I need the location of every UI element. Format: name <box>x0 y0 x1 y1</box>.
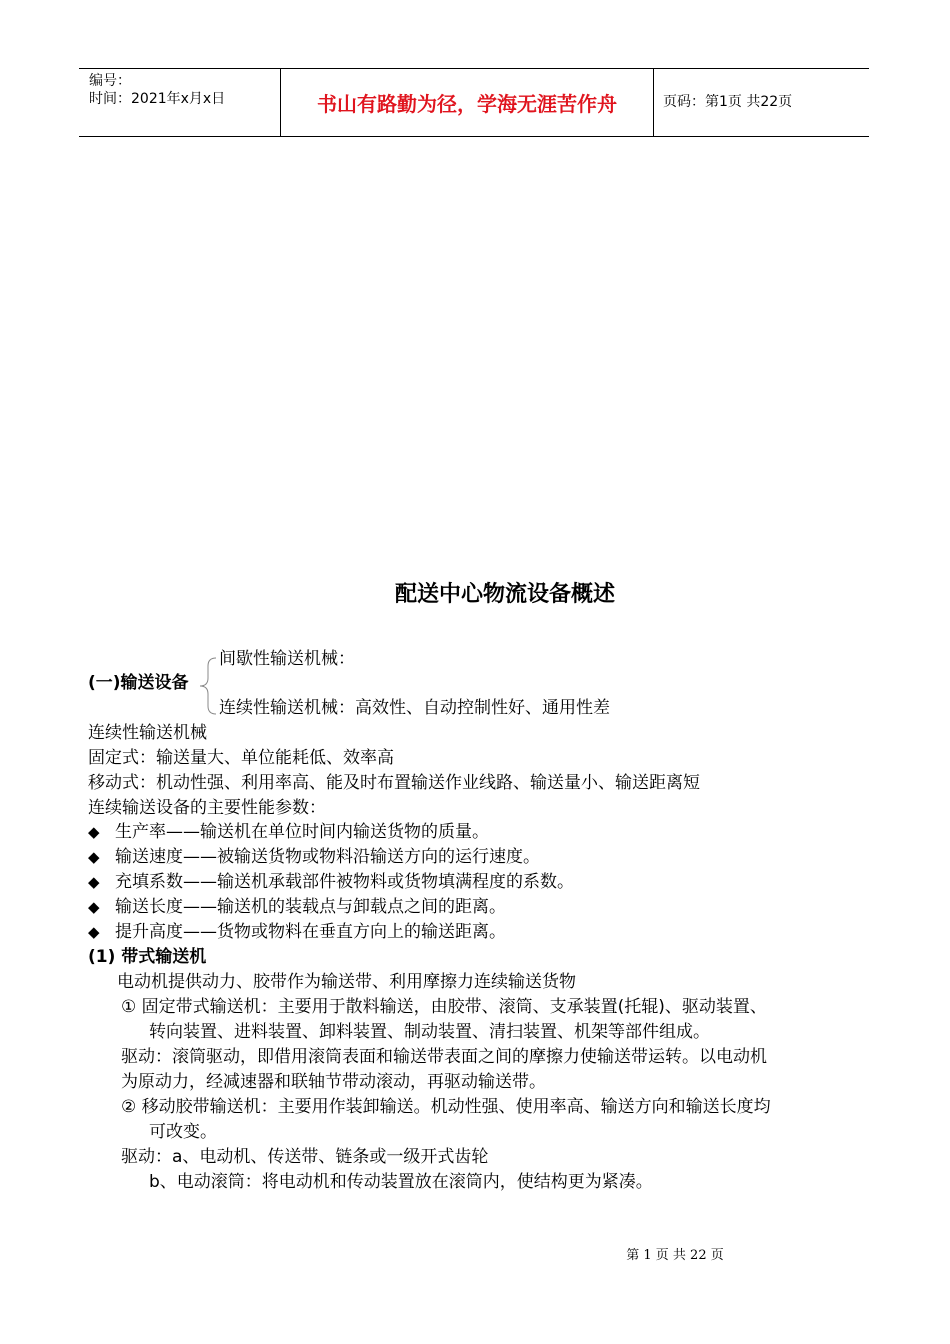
header-left-cell <box>79 69 281 136</box>
list-item: 提升高度——货物或物料在垂直方向上的输送距离。 <box>115 922 506 942</box>
time-label: 时间：2021年x月x日 <box>89 91 226 107</box>
list-item: 输送速度——被输送货物或物料沿输送方向的运行速度。 <box>115 847 540 867</box>
belt-item-2-cont: 可改变。 <box>149 1122 217 1142</box>
belt-drive-1-cont: 为原动力，经减速器和联轴节带动滚动，再驱动输送带。 <box>121 1072 546 1092</box>
page-header <box>79 68 869 137</box>
motto: 书山有路勤为径，学海无涯苦作舟 <box>317 92 617 116</box>
header-motto-cell <box>281 69 654 136</box>
list-item: 输送长度——输送机的装载点与卸载点之间的距离。 <box>115 897 506 917</box>
page-label: 页码：第1页 共22页 <box>663 94 793 110</box>
belt-item-2: ② 移动胶带输送机：主要用作装卸输送。机动性强、使用率高、输送方向和输送长度均 <box>121 1097 771 1117</box>
header-right-cell <box>654 69 869 136</box>
diamond-bullet-icon: ◆ <box>88 873 100 891</box>
list-item: 充填系数——输送机承载部件被物料或货物填满程度的系数。 <box>115 872 574 892</box>
diamond-bullet-icon: ◆ <box>88 898 100 916</box>
branch-bottom: 连续性输送机械：高效性、自动控制性好、通用性差 <box>219 698 610 718</box>
belt-item-1-cont: 转向装置、进料装置、卸料装置、制动装置、清扫装置、机架等部件组成。 <box>149 1022 710 1042</box>
text-line: 移动式：机动性强、利用率高、能及时布置输送作业线路、输送量小、输送距离短 <box>88 773 700 793</box>
number-label: 编号： <box>89 73 131 89</box>
text-line: 固定式：输送量大、单位能耗低、效率高 <box>88 748 394 768</box>
belt-heading: (1) 带式输送机 <box>88 947 207 967</box>
belt-item-1: ① 固定带式输送机：主要用于散料输送，由胶带、滚筒、支承装置(托辊)、驱动装置、 <box>121 997 767 1017</box>
text-line: 连续性输送机械 <box>88 723 207 743</box>
belt-drive-2-cont: b、电动滚筒：将电动机和传动装置放在滚筒内，使结构更为紧凑。 <box>149 1172 653 1192</box>
list-item: 生产率——输送机在单位时间内输送货物的质量。 <box>115 822 489 842</box>
section-label: (一)输送设备 <box>88 673 189 693</box>
brace-icon <box>196 656 218 716</box>
document-title: 配送中心物流设备概述 <box>394 582 615 607</box>
page-footer: 第 1 页 共 22 页 <box>626 1248 724 1263</box>
belt-intro: 电动机提供动力、胶带作为输送带、利用摩擦力连续输送货物 <box>117 972 576 992</box>
diamond-bullet-icon: ◆ <box>88 823 100 841</box>
diamond-bullet-icon: ◆ <box>88 848 100 866</box>
diamond-bullet-icon: ◆ <box>88 923 100 941</box>
belt-drive-2: 驱动：a、电动机、传送带、链条或一级开式齿轮 <box>121 1147 489 1167</box>
branch-top: 间歇性输送机械： <box>219 649 355 669</box>
text-line: 连续输送设备的主要性能参数： <box>88 798 326 818</box>
belt-drive-1: 驱动：滚筒驱动，即借用滚筒表面和输送带表面之间的摩擦力使输送带运转。以电动机 <box>121 1047 767 1067</box>
